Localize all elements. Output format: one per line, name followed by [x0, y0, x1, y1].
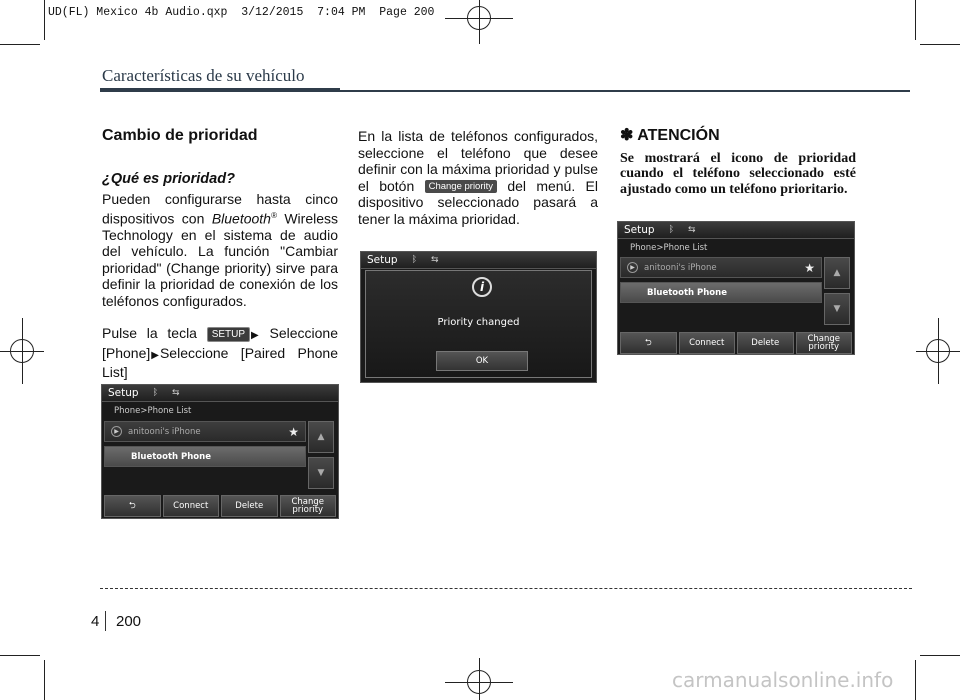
- toolbar: [104, 495, 336, 517]
- play-icon: ▶: [111, 426, 122, 437]
- list-item[interactable]: ▶ anitooni's iPhone ★: [620, 257, 822, 278]
- arrow-right-icon: ▶: [151, 349, 159, 361]
- chapter-number: 4: [91, 613, 100, 630]
- registration-mark: [445, 682, 513, 683]
- back-button[interactable]: ⮌: [620, 332, 677, 354]
- crop-mark: [44, 660, 45, 700]
- screen-header: Setup ᛒ ⇆: [618, 222, 854, 239]
- phone-list: [104, 421, 306, 471]
- header-rule: [340, 90, 910, 92]
- change-priority-button[interactable]: Change priority: [280, 495, 337, 517]
- delete-button[interactable]: Delete: [221, 495, 278, 517]
- scroll-down-button[interactable]: ▼: [308, 457, 334, 489]
- column-middle: [358, 128, 598, 243]
- change-priority-button[interactable]: Change priority: [796, 332, 853, 354]
- breadcrumb: Phone>Phone List: [114, 406, 192, 416]
- paragraph: Pueden configurarse hasta cinco dispositivos con Bluetooth® Wireless Technology en el sistema de audio del vehículo. La función "Cambiar prioridad" (Change priority) sirve para definir la prioridad de conexión de los teléfonos configurados.: [102, 191, 338, 309]
- registration-mark: [938, 318, 939, 384]
- print-slug: UD(FL) Mexico 4b Audio.qxp 3/12/2015 7:04 PM Page 200: [48, 6, 435, 19]
- scroll-up-button[interactable]: ▲: [824, 257, 850, 289]
- bluetooth-icon: ᛒ: [411, 255, 417, 265]
- toolbar: [620, 332, 852, 354]
- screen-header: Setup ᛒ ⇆: [361, 252, 596, 269]
- attention-heading: ✽ ATENCIÓN: [620, 127, 720, 144]
- bluetooth-icon: ᛒ: [152, 388, 158, 398]
- running-head: Características de su vehículo: [102, 66, 305, 85]
- paragraph: Pulse la tecla SETUP ▶ Seleccione [Phone]▶Seleccione [Paired Phone List]: [102, 325, 338, 381]
- crop-mark: [915, 660, 916, 700]
- page-number: 200: [116, 613, 142, 630]
- crop-mark: [0, 44, 40, 45]
- column-left: [102, 128, 338, 397]
- back-button[interactable]: ⮌: [104, 495, 161, 517]
- crop-mark: [0, 655, 40, 656]
- setup-key: SETUP: [207, 327, 250, 342]
- breadcrumb: Phone>Phone List: [630, 243, 708, 253]
- header-rule: [100, 88, 340, 92]
- screen-phone-list-priority: [617, 221, 855, 355]
- star-icon: ★: [288, 424, 299, 439]
- usb-icon: ⇆: [430, 255, 439, 265]
- popup-message: Priority changed: [437, 317, 520, 328]
- scroll-controls: [824, 257, 850, 325]
- attention-text: Se mostrará el icono de prioridad cuando el teléfono seleccionado esté ajustado como un teléfono prioritario.: [620, 150, 856, 197]
- registration-mark: [479, 0, 480, 44]
- connect-button[interactable]: Connect: [679, 332, 736, 354]
- crop-mark: [920, 44, 960, 45]
- screen-phone-list: [101, 384, 339, 519]
- watermark: carmanualsonline.info: [672, 668, 894, 692]
- scroll-up-button[interactable]: ▲: [308, 421, 334, 453]
- section-heading: Cambio de prioridad: [102, 127, 258, 144]
- registration-mark: [445, 18, 513, 19]
- usb-icon: ⇆: [171, 388, 180, 398]
- screen-priority-changed: [360, 251, 597, 383]
- ok-button[interactable]: OK: [436, 351, 528, 371]
- scroll-controls: [308, 421, 334, 489]
- list-item[interactable]: ▶ anitooni's iPhone ★: [104, 421, 306, 442]
- crop-mark: [915, 0, 916, 40]
- registration-mark: [479, 658, 480, 700]
- change-priority-key: Change priority: [425, 180, 497, 193]
- popup-dialog: [365, 270, 592, 378]
- phone-list: [620, 257, 822, 307]
- bluetooth-icon: ᛒ: [668, 225, 674, 235]
- footer-divider: [105, 611, 106, 631]
- list-item[interactable]: Bluetooth Phone: [620, 282, 822, 303]
- column-right: [620, 128, 856, 197]
- crop-mark: [920, 655, 960, 656]
- crop-mark: [44, 0, 45, 40]
- scroll-down-button[interactable]: ▼: [824, 293, 850, 325]
- screen-header: Setup ᛒ ⇆: [102, 385, 338, 402]
- delete-button[interactable]: Delete: [737, 332, 794, 354]
- registration-mark: [22, 318, 23, 384]
- arrow-right-icon: ▶: [251, 330, 259, 342]
- connect-button[interactable]: Connect: [163, 495, 220, 517]
- footer-rule: [100, 588, 912, 589]
- paragraph: En la lista de teléfonos configurados, seleccione el teléfono que desee definir con la máxima prioridad y pulse el botón Change priority del menú. El dispositivo seleccionado pasará a tener la máxima prioridad.: [358, 128, 598, 227]
- star-icon: ★: [804, 260, 815, 275]
- section-subheading: ¿Qué es prioridad?: [102, 170, 235, 187]
- play-icon: ▶: [627, 262, 638, 273]
- list-item[interactable]: Bluetooth Phone: [104, 446, 306, 467]
- usb-icon: ⇆: [687, 225, 696, 235]
- info-icon: i: [472, 277, 492, 297]
